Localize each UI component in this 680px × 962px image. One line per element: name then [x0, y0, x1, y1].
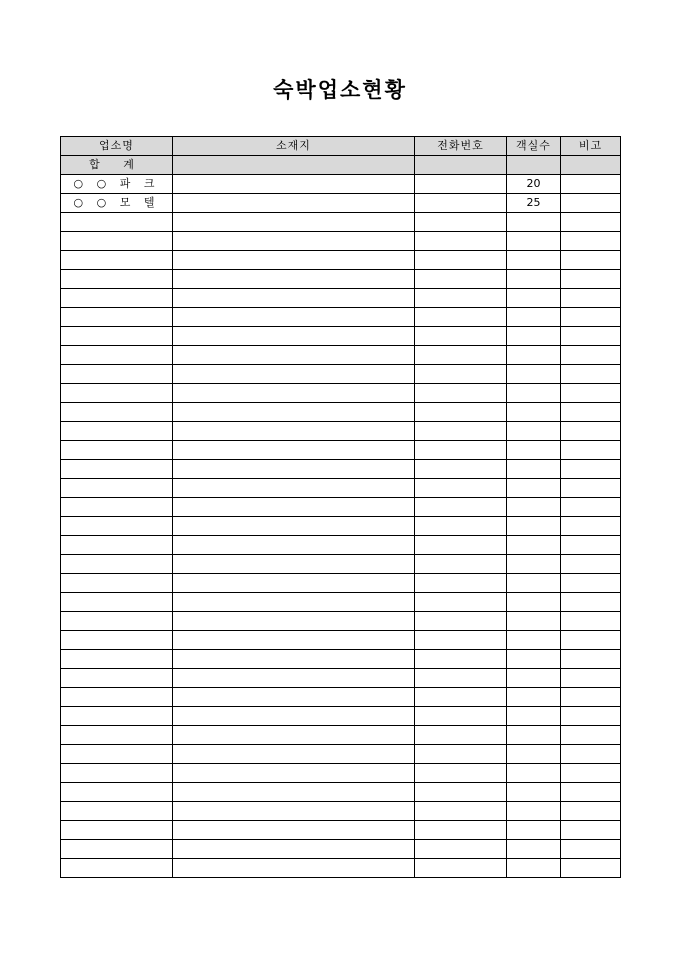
- business-name-cell: [61, 365, 173, 384]
- blank-row: [61, 688, 621, 707]
- header-phone: 전화번호: [415, 137, 507, 156]
- phone-cell: [415, 802, 507, 821]
- note-cell: [561, 650, 621, 669]
- rooms-cell: [507, 631, 561, 650]
- business-name-cell: [61, 802, 173, 821]
- rooms-cell: [507, 593, 561, 612]
- business-name-cell: [61, 726, 173, 745]
- location-cell: [173, 365, 415, 384]
- location-cell: [173, 441, 415, 460]
- rooms-cell: [507, 859, 561, 878]
- phone-cell: [415, 403, 507, 422]
- location-cell: [173, 384, 415, 403]
- note-cell: [561, 802, 621, 821]
- rooms-cell: [507, 536, 561, 555]
- location-cell: [173, 289, 415, 308]
- blank-row: [61, 422, 621, 441]
- blank-row: [61, 498, 621, 517]
- blank-row: [61, 821, 621, 840]
- business-name-cell: [61, 764, 173, 783]
- business-name-cell: [61, 593, 173, 612]
- business-name-cell: [61, 707, 173, 726]
- phone-cell: [415, 669, 507, 688]
- lodging-table: [60, 136, 621, 878]
- note-cell: [561, 783, 621, 802]
- rooms-cell: [507, 783, 561, 802]
- location-cell: [173, 232, 415, 251]
- rooms-cell: [507, 821, 561, 840]
- location-cell: [173, 764, 415, 783]
- location-cell: [173, 859, 415, 878]
- rooms-cell: [507, 251, 561, 270]
- blank-row: [61, 555, 621, 574]
- location-cell: [173, 783, 415, 802]
- phone-cell: [415, 422, 507, 441]
- phone-cell: [415, 688, 507, 707]
- blank-row: [61, 764, 621, 783]
- rooms-cell: [507, 650, 561, 669]
- note-cell: [561, 460, 621, 479]
- rooms-cell: 25: [507, 194, 561, 213]
- business-name-cell: [61, 745, 173, 764]
- business-name-cell: [61, 441, 173, 460]
- note-cell: [561, 289, 621, 308]
- phone-cell: [415, 251, 507, 270]
- phone-cell: [415, 308, 507, 327]
- rooms-cell: [507, 688, 561, 707]
- location-cell: [173, 802, 415, 821]
- header-rooms: 객실수: [507, 137, 561, 156]
- rooms-cell: [507, 479, 561, 498]
- note-cell: [561, 840, 621, 859]
- business-name-cell: [61, 422, 173, 441]
- business-name-cell: [61, 555, 173, 574]
- phone-cell: [415, 232, 507, 251]
- business-name-cell: [61, 403, 173, 422]
- blank-row: [61, 251, 621, 270]
- business-name-cell: [61, 289, 173, 308]
- note-cell: [561, 669, 621, 688]
- location-cell: [173, 555, 415, 574]
- business-name-cell: [61, 479, 173, 498]
- business-name-cell: [61, 251, 173, 270]
- business-name-cell: [61, 631, 173, 650]
- rooms-cell: [507, 460, 561, 479]
- location-cell: [173, 194, 415, 213]
- rooms-cell: [507, 289, 561, 308]
- blank-row: [61, 365, 621, 384]
- blank-row: [61, 859, 621, 878]
- blank-row: [61, 802, 621, 821]
- note-cell: [561, 213, 621, 232]
- rooms-cell: [507, 384, 561, 403]
- phone-cell: [415, 175, 507, 194]
- total-label: 합 계: [61, 156, 173, 175]
- rooms-cell: [507, 574, 561, 593]
- blank-row: [61, 441, 621, 460]
- rooms-cell: [507, 403, 561, 422]
- rooms-cell: [507, 441, 561, 460]
- blank-row: [61, 745, 621, 764]
- note-cell: [561, 270, 621, 289]
- location-cell: [173, 840, 415, 859]
- blank-row: [61, 612, 621, 631]
- business-name-cell: [61, 270, 173, 289]
- blank-row: [61, 517, 621, 536]
- location-cell: [173, 593, 415, 612]
- phone-cell: [415, 365, 507, 384]
- blank-row: [61, 574, 621, 593]
- blank-row: [61, 308, 621, 327]
- blank-row: [61, 289, 621, 308]
- phone-cell: [415, 593, 507, 612]
- location-cell: [173, 498, 415, 517]
- phone-cell: [415, 536, 507, 555]
- blank-row: [61, 346, 621, 365]
- business-name-cell: [61, 460, 173, 479]
- location-cell: [173, 213, 415, 232]
- location-cell: [173, 251, 415, 270]
- phone-cell: [415, 327, 507, 346]
- blank-row: [61, 840, 621, 859]
- rooms-cell: [507, 498, 561, 517]
- location-cell: [173, 403, 415, 422]
- note-cell: [561, 346, 621, 365]
- business-name-cell: [61, 346, 173, 365]
- blank-row: [61, 232, 621, 251]
- business-name-cell: [61, 859, 173, 878]
- blank-row: [61, 384, 621, 403]
- location-cell: [173, 308, 415, 327]
- note-cell: [561, 517, 621, 536]
- phone-cell: [415, 517, 507, 536]
- note-cell: [561, 384, 621, 403]
- business-name-cell: [61, 669, 173, 688]
- phone-cell: [415, 745, 507, 764]
- phone-cell: [415, 612, 507, 631]
- location-cell: [173, 327, 415, 346]
- total-phone-cell: [415, 156, 507, 175]
- note-cell: [561, 536, 621, 555]
- header-location: 소재지: [173, 137, 415, 156]
- business-name-cell: [61, 574, 173, 593]
- blank-row: [61, 650, 621, 669]
- phone-cell: [415, 270, 507, 289]
- business-name-cell: ○ ○ 모 텔: [61, 194, 173, 213]
- business-name-cell: [61, 840, 173, 859]
- location-cell: [173, 650, 415, 669]
- note-cell: [561, 726, 621, 745]
- note-cell: [561, 441, 621, 460]
- rooms-cell: [507, 612, 561, 631]
- phone-cell: [415, 194, 507, 213]
- rooms-cell: [507, 517, 561, 536]
- blank-row: [61, 479, 621, 498]
- table-row: [61, 175, 621, 194]
- note-cell: [561, 707, 621, 726]
- business-name-cell: ○ ○ 파 크: [61, 175, 173, 194]
- business-name-cell: [61, 308, 173, 327]
- total-note-cell: [561, 156, 621, 175]
- business-name-cell: [61, 384, 173, 403]
- phone-cell: [415, 289, 507, 308]
- rooms-cell: 20: [507, 175, 561, 194]
- phone-cell: [415, 726, 507, 745]
- business-name-cell: [61, 517, 173, 536]
- rooms-cell: [507, 232, 561, 251]
- header-business-name: 업소명: [61, 137, 173, 156]
- location-cell: [173, 726, 415, 745]
- rooms-cell: [507, 213, 561, 232]
- note-cell: [561, 175, 621, 194]
- location-cell: [173, 631, 415, 650]
- location-cell: [173, 479, 415, 498]
- business-name-cell: [61, 612, 173, 631]
- blank-row: [61, 631, 621, 650]
- location-cell: [173, 175, 415, 194]
- business-name-cell: [61, 327, 173, 346]
- phone-cell: [415, 783, 507, 802]
- note-cell: [561, 859, 621, 878]
- phone-cell: [415, 384, 507, 403]
- location-cell: [173, 707, 415, 726]
- rooms-cell: [507, 764, 561, 783]
- blank-row: [61, 403, 621, 422]
- header-note: 비고: [561, 137, 621, 156]
- rooms-cell: [507, 726, 561, 745]
- blank-row: [61, 726, 621, 745]
- phone-cell: [415, 707, 507, 726]
- location-cell: [173, 460, 415, 479]
- rooms-cell: [507, 707, 561, 726]
- rooms-cell: [507, 745, 561, 764]
- note-cell: [561, 574, 621, 593]
- note-cell: [561, 688, 621, 707]
- note-cell: [561, 308, 621, 327]
- business-name-cell: [61, 650, 173, 669]
- phone-cell: [415, 574, 507, 593]
- rooms-cell: [507, 308, 561, 327]
- blank-row: [61, 669, 621, 688]
- blank-row: [61, 213, 621, 232]
- location-cell: [173, 688, 415, 707]
- note-cell: [561, 232, 621, 251]
- location-cell: [173, 574, 415, 593]
- note-cell: [561, 365, 621, 384]
- blank-row: [61, 593, 621, 612]
- rooms-cell: [507, 346, 561, 365]
- location-cell: [173, 422, 415, 441]
- location-cell: [173, 536, 415, 555]
- rooms-cell: [507, 365, 561, 384]
- note-cell: [561, 593, 621, 612]
- rooms-cell: [507, 669, 561, 688]
- business-name-cell: [61, 783, 173, 802]
- phone-cell: [415, 555, 507, 574]
- location-cell: [173, 270, 415, 289]
- business-name-cell: [61, 536, 173, 555]
- blank-row: [61, 327, 621, 346]
- total-row: [61, 156, 621, 175]
- location-cell: [173, 821, 415, 840]
- rooms-cell: [507, 270, 561, 289]
- location-cell: [173, 612, 415, 631]
- location-cell: [173, 745, 415, 764]
- business-name-cell: [61, 688, 173, 707]
- blank-row: [61, 536, 621, 555]
- phone-cell: [415, 840, 507, 859]
- note-cell: [561, 745, 621, 764]
- location-cell: [173, 346, 415, 365]
- blank-row: [61, 783, 621, 802]
- rooms-cell: [507, 422, 561, 441]
- total-location-cell: [173, 156, 415, 175]
- rooms-cell: [507, 840, 561, 859]
- rooms-cell: [507, 802, 561, 821]
- location-cell: [173, 669, 415, 688]
- phone-cell: [415, 460, 507, 479]
- phone-cell: [415, 213, 507, 232]
- note-cell: [561, 479, 621, 498]
- phone-cell: [415, 650, 507, 669]
- note-cell: [561, 498, 621, 517]
- note-cell: [561, 251, 621, 270]
- phone-cell: [415, 764, 507, 783]
- note-cell: [561, 821, 621, 840]
- phone-cell: [415, 631, 507, 650]
- note-cell: [561, 631, 621, 650]
- note-cell: [561, 194, 621, 213]
- business-name-cell: [61, 498, 173, 517]
- business-name-cell: [61, 821, 173, 840]
- phone-cell: [415, 821, 507, 840]
- business-name-cell: [61, 213, 173, 232]
- business-name-cell: [61, 232, 173, 251]
- note-cell: [561, 422, 621, 441]
- note-cell: [561, 403, 621, 422]
- header-row: [61, 137, 621, 156]
- document-title: 숙박업소현황: [273, 77, 407, 102]
- phone-cell: [415, 479, 507, 498]
- blank-row: [61, 707, 621, 726]
- rooms-cell: [507, 327, 561, 346]
- phone-cell: [415, 346, 507, 365]
- phone-cell: [415, 498, 507, 517]
- note-cell: [561, 555, 621, 574]
- phone-cell: [415, 441, 507, 460]
- note-cell: [561, 327, 621, 346]
- table-row: [61, 194, 621, 213]
- note-cell: [561, 764, 621, 783]
- phone-cell: [415, 859, 507, 878]
- total-rooms-cell: [507, 156, 561, 175]
- location-cell: [173, 517, 415, 536]
- blank-row: [61, 270, 621, 289]
- note-cell: [561, 612, 621, 631]
- rooms-cell: [507, 555, 561, 574]
- blank-row: [61, 460, 621, 479]
